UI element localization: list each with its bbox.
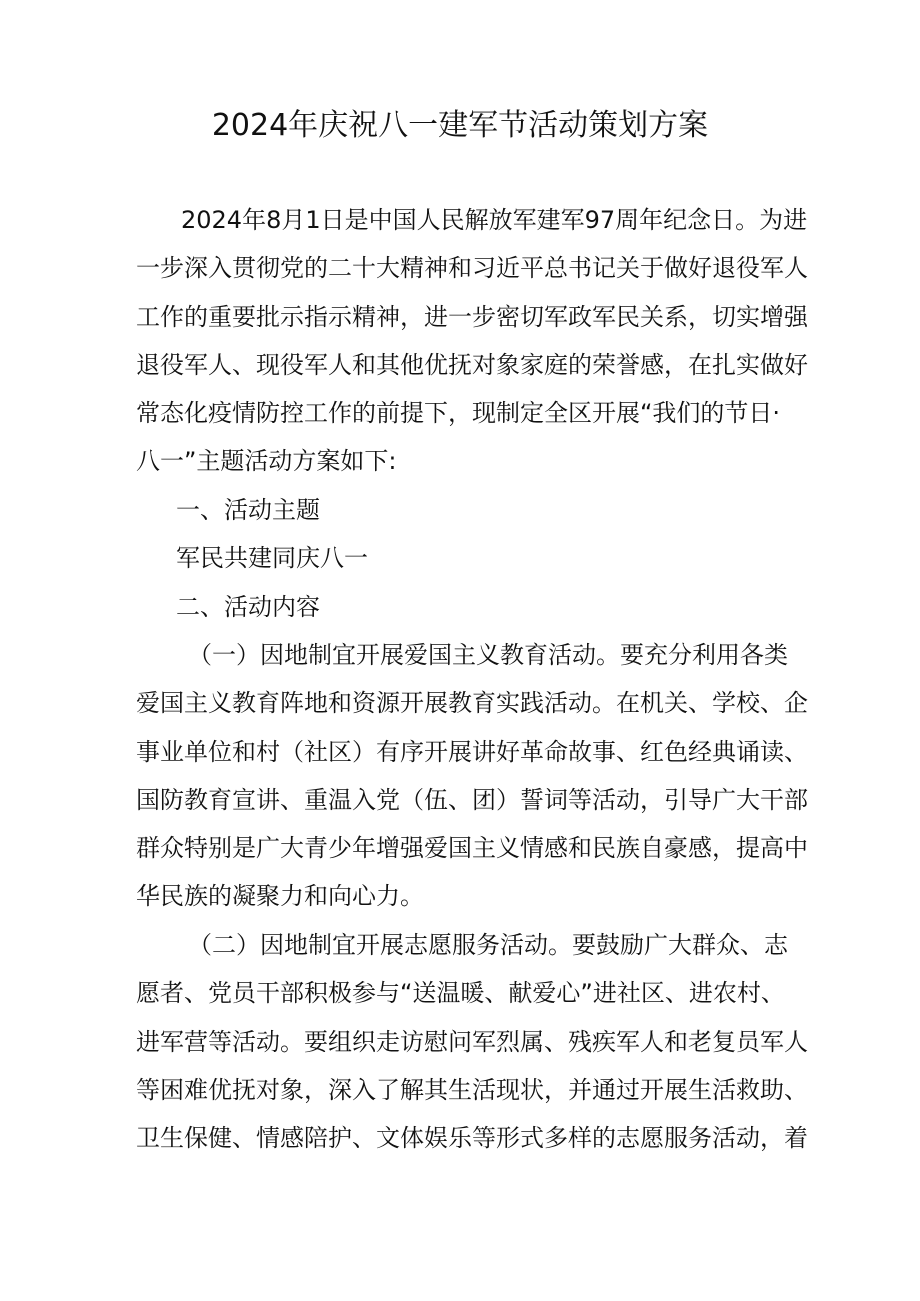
intro-line: 八一”主题活动方案如下: bbox=[136, 447, 397, 476]
item-line: 爱国主义教育阵地和资源开展教育实践活动。在机关、学校、企 bbox=[136, 689, 808, 718]
section-heading: 一、活动主题 bbox=[176, 496, 320, 524]
content-item-2 bbox=[136, 921, 808, 1162]
intro-line: 2024年8月1日是中国人民解放军建军97周年纪念日。为进 bbox=[181, 206, 808, 234]
item-line: （一）因地制宜开展爱国主义教育活动。要充分利用各类 bbox=[188, 641, 788, 669]
intro-line: 常态化疫情防控工作的前提下，现制定全区开展“我们的节日· bbox=[136, 399, 781, 428]
content-item-1 bbox=[136, 631, 808, 921]
item-line: 卫生保健、情感陪护、文体娱乐等形式多样的志愿服务活动，着 bbox=[136, 1124, 808, 1153]
item-line: 国防教育宣讲、重温入党（伍、团）誓词等活动，引导广大干部 bbox=[136, 785, 808, 814]
document-title: 2024年庆祝八一建军节活动策划方案 bbox=[211, 108, 709, 143]
section-1 bbox=[136, 486, 786, 583]
item-line: 群众特别是广大青少年增强爱国主义情感和民族自豪感，提高中 bbox=[136, 834, 808, 863]
item-line: 华民族的凝聚力和向心力。 bbox=[136, 882, 424, 911]
item-line: 愿者、党员干部积极参与“送温暖、献爱心”进社区、进农村、 bbox=[136, 979, 785, 1008]
section-body: 军民共建同庆八一 bbox=[176, 544, 368, 573]
intro-line: 工作的重要批示指示精神，进一步密切军政军民关系，切实增强 bbox=[136, 302, 808, 331]
item-line: （二）因地制宜开展志愿服务活动。要鼓励广大群众、志 bbox=[188, 931, 788, 959]
item-line: 事业单位和村（社区）有序开展讲好革命故事、红色经典诵读、 bbox=[136, 737, 808, 766]
intro-line: 一步深入贯彻党的二十大精神和习近平总书记关于做好退役军人 bbox=[136, 254, 808, 283]
item-line: 进军营等活动。要组织走访慰问军烈属、残疾军人和老复员军人 bbox=[136, 1027, 808, 1056]
item-line: 等困难优抚对象，深入了解其生活现状，并通过开展生活救助、 bbox=[136, 1075, 808, 1104]
section-2 bbox=[136, 583, 786, 631]
intro-line: 退役军人、现役军人和其他优抚对象家庭的荣誉感，在扎实做好 bbox=[136, 350, 808, 379]
intro-paragraph bbox=[136, 196, 808, 486]
section-heading: 二、活动内容 bbox=[176, 593, 320, 621]
